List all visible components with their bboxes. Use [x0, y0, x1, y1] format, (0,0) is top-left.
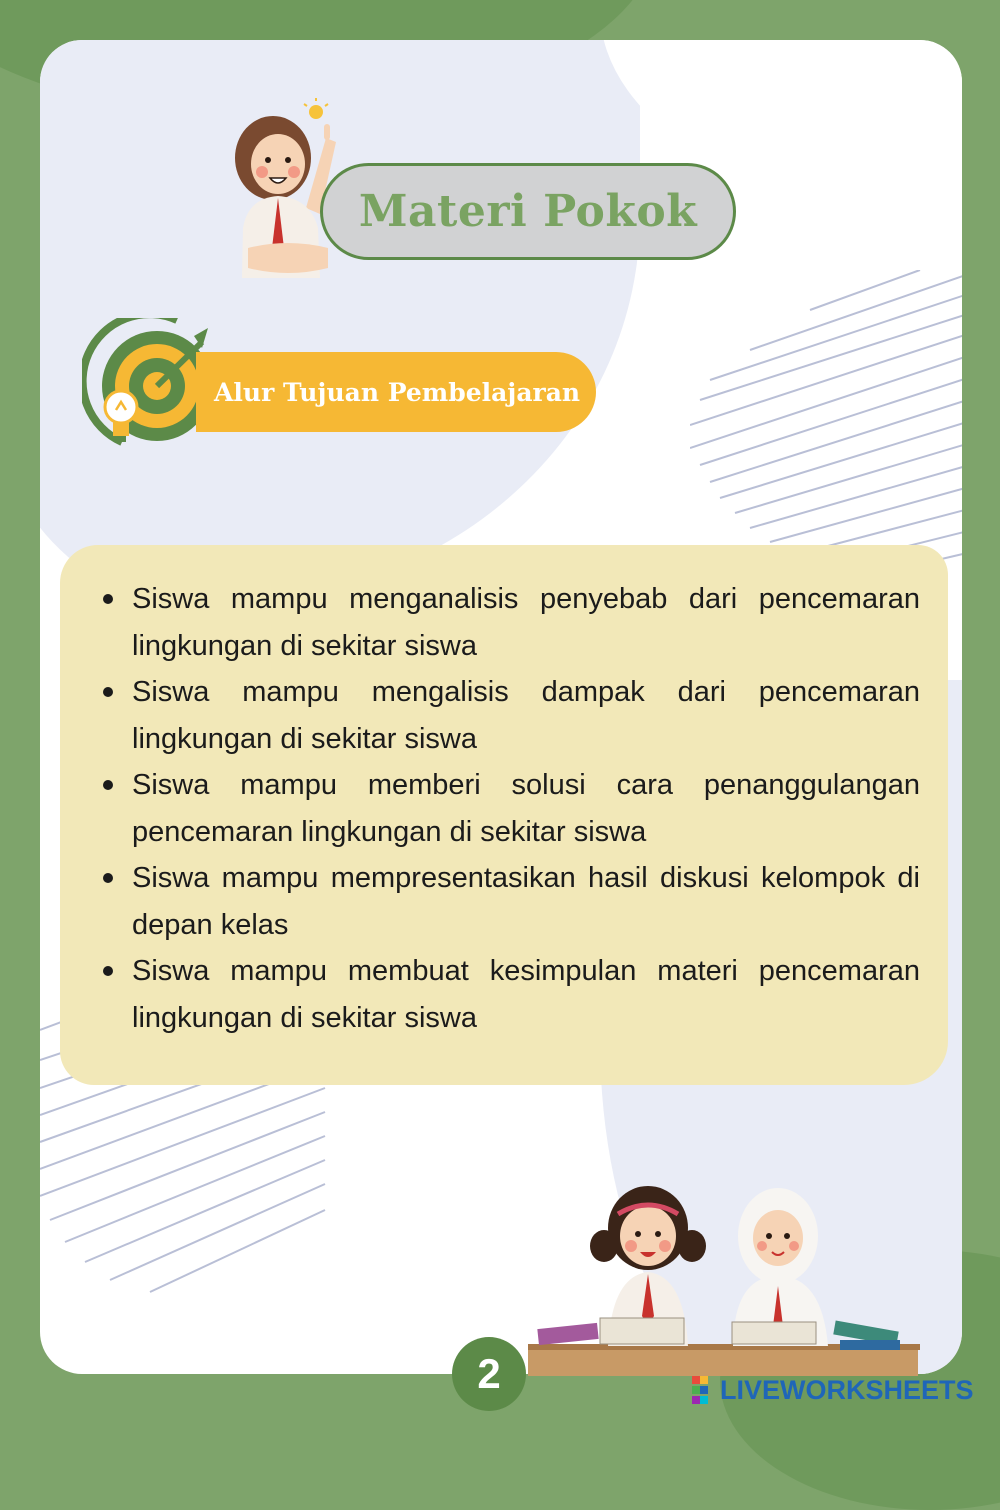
lightbulb-icon [102, 388, 140, 444]
list-item: Siswa mampu mengalisis dampak dari pencemaran lingkungan di sekitar siswa [96, 669, 920, 762]
page-title: Materi Pokok [358, 186, 698, 237]
page-number: 2 [477, 1350, 501, 1397]
list-item: Siswa mampu menganalisis penyebab dari pencemaran lingkungan di sekitar siswa [96, 576, 920, 669]
liveworksheets-logo-icon [692, 1376, 716, 1404]
section-label-banner [196, 352, 596, 432]
list-item: Siswa mampu membuat kesimpulan materi pencemaran lingkungan di sekitar siswa [96, 948, 920, 1041]
title-banner [320, 163, 736, 260]
section-label: Alur Tujuan Pembelajaran [214, 377, 581, 407]
brand-name: LIVEWORKSHEETS [720, 1374, 974, 1405]
students-studying-illustration [528, 1176, 928, 1376]
objectives-list [96, 576, 920, 1041]
page-number-badge [452, 1337, 526, 1411]
brand-watermark [692, 1372, 974, 1408]
list-item: Siswa mampu mempresentasikan hasil diskusi kelompok di depan kelas [96, 855, 920, 948]
list-item: Siswa mampu memberi solusi cara penanggulangan pencemaran lingkungan di sekitar siswa [96, 762, 920, 855]
